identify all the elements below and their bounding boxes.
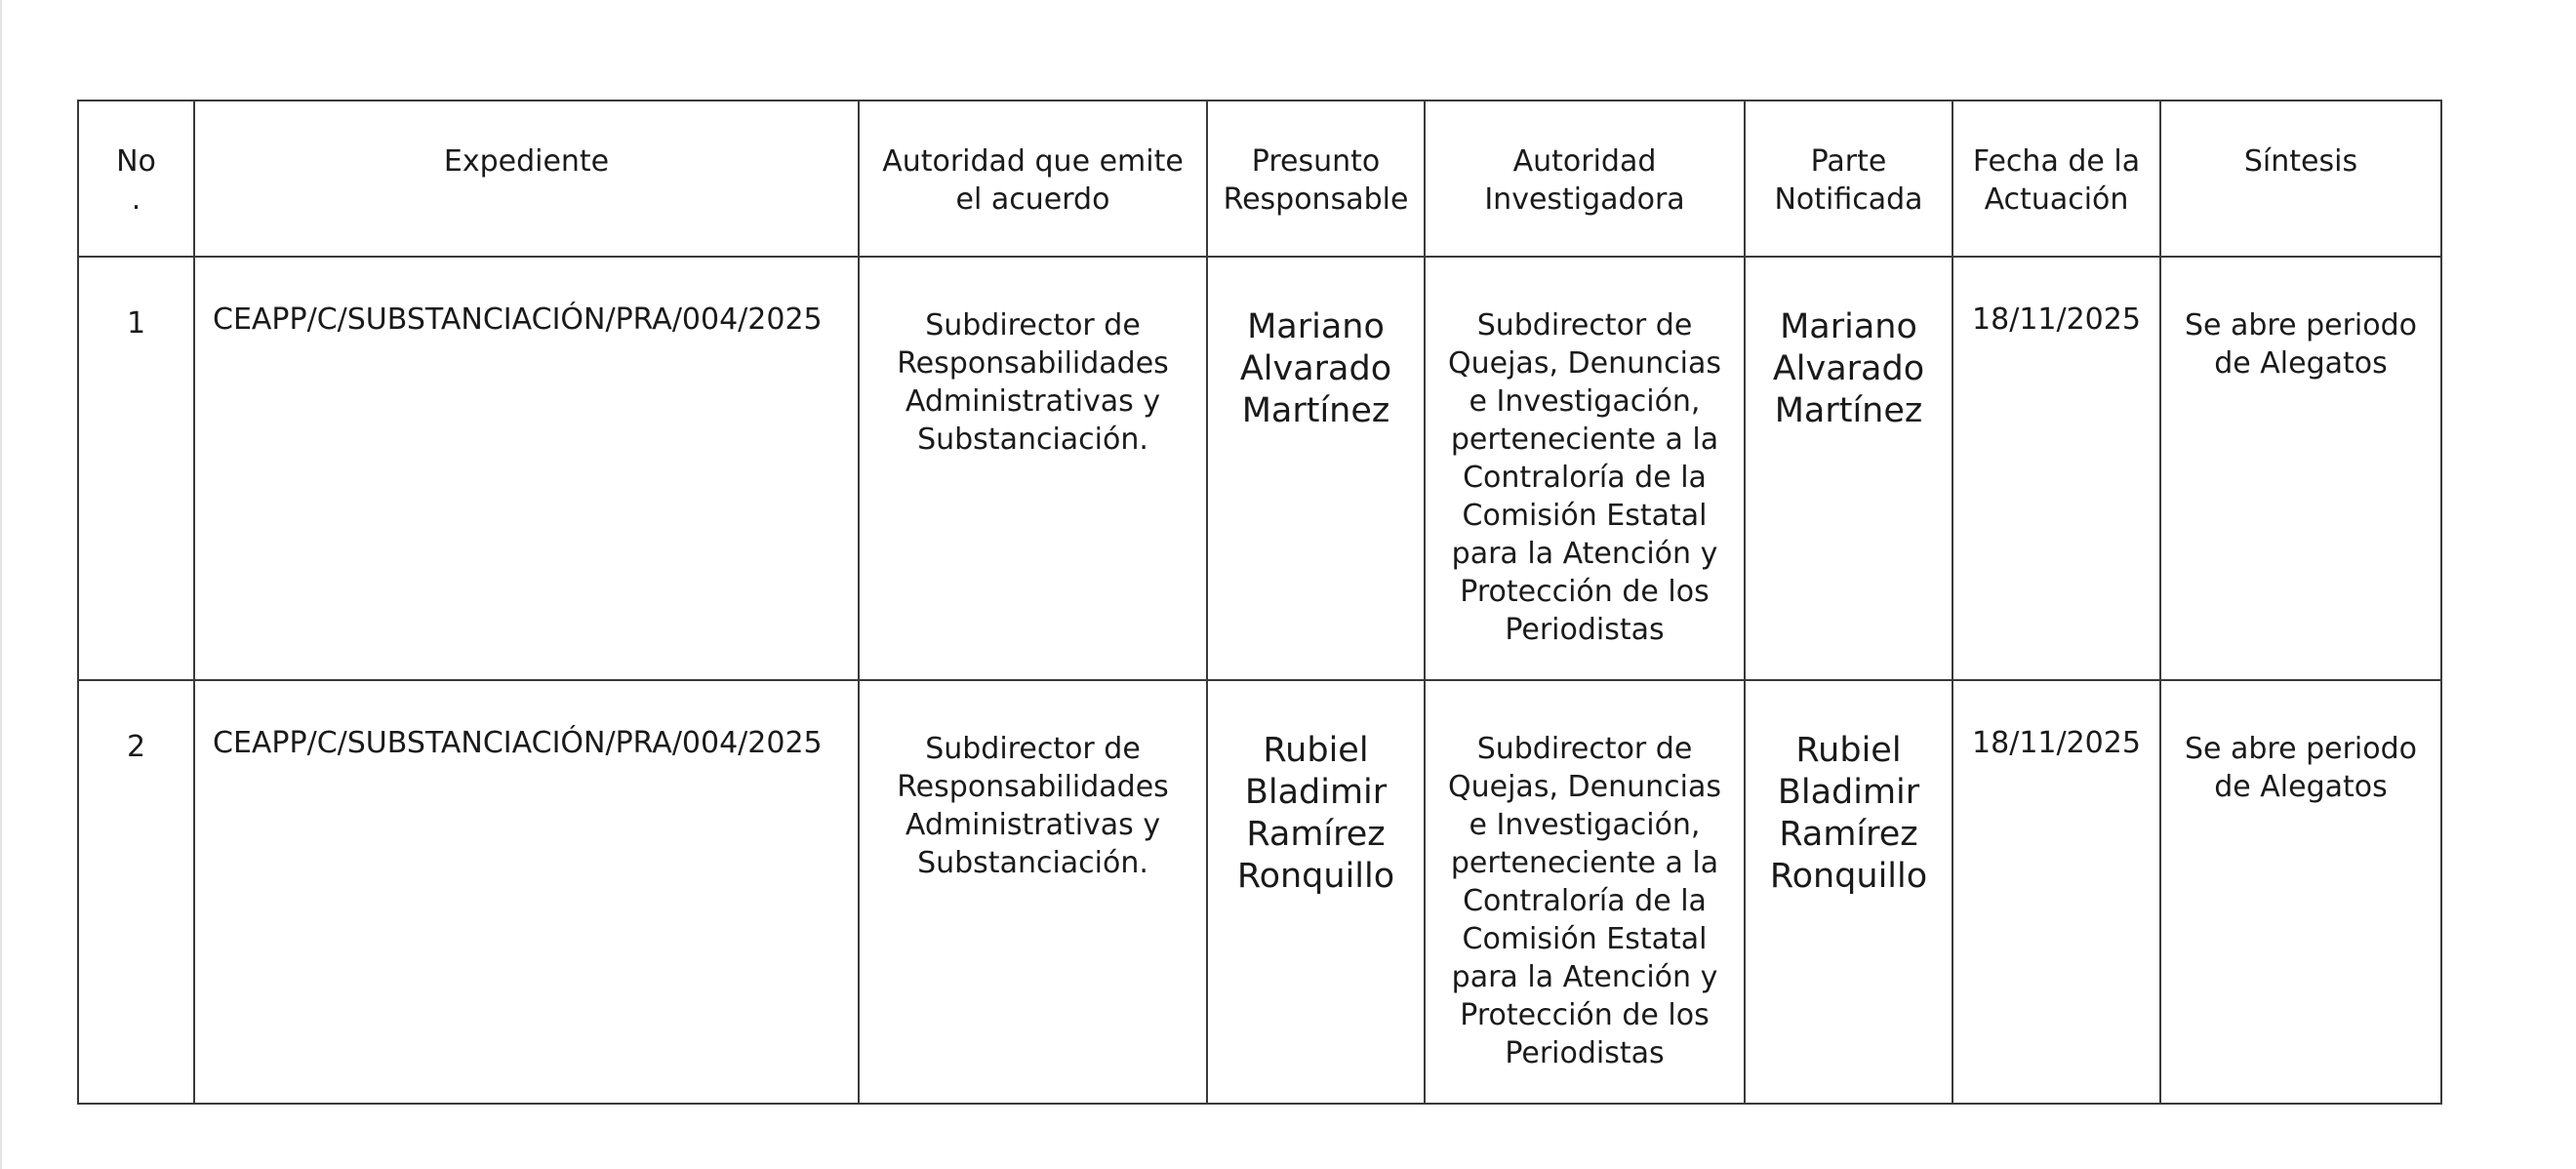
cell-fecha-actuacion: 18/11/2025	[1952, 257, 2160, 680]
header-fecha-actuacion: Fecha de la Actuación	[1952, 101, 2160, 257]
cell-fecha-actuacion: 18/11/2025	[1952, 680, 2160, 1104]
cell-presunto-responsable: Mariano Alvarado Martínez	[1207, 257, 1425, 680]
cell-expediente: CEAPP/C/SUBSTANCIACIÓN/PRA/004/2025	[194, 680, 859, 1104]
cell-presunto-responsable: Rubiel Bladimir Ramírez Ronquillo	[1207, 680, 1425, 1104]
cell-parte-notificada: Mariano Alvarado Martínez	[1745, 257, 1952, 680]
cell-parte-notificada: Rubiel Bladimir Ramírez Ronquillo	[1745, 680, 1952, 1104]
notifications-table	[77, 100, 2442, 1105]
header-presunto-responsable: Presunto Responsable	[1207, 101, 1425, 257]
header-autoridad-investigadora: Autoridad Investigadora	[1425, 101, 1745, 257]
cell-expediente: CEAPP/C/SUBSTANCIACIÓN/PRA/004/2025	[194, 257, 859, 680]
header-expediente: Expediente	[194, 101, 859, 257]
header-sintesis: Síntesis	[2160, 101, 2441, 257]
cell-sintesis: Se abre periodo de Alegatos	[2160, 680, 2441, 1104]
cell-autoridad-investigadora: Subdirector de Quejas, Denuncias e Investigación, perteneciente a la Contraloría de la Comisión Estatal para la Atención y Protección de los Periodistas	[1425, 257, 1745, 680]
page-edge	[0, 0, 2, 1169]
cell-no: 1	[78, 257, 194, 680]
cell-sintesis: Se abre periodo de Alegatos	[2160, 257, 2441, 680]
cell-autoridad-investigadora: Subdirector de Quejas, Denuncias e Investigación, perteneciente a la Contraloría de la Comisión Estatal para la Atención y Protección de los Periodistas	[1425, 680, 1745, 1104]
cell-autoridad-emite: Subdirector de Responsabilidades Administrativas y Substanciación.	[859, 680, 1207, 1104]
table-header-row	[78, 101, 2441, 257]
table-row	[78, 257, 2441, 680]
table-row	[78, 680, 2441, 1104]
cell-no: 2	[78, 680, 194, 1104]
cell-autoridad-emite: Subdirector de Responsabilidades Administrativas y Substanciación.	[859, 257, 1207, 680]
header-parte-notificada: Parte Notificada	[1745, 101, 1952, 257]
header-no: No .	[78, 101, 194, 257]
header-autoridad-emite: Autoridad que emite el acuerdo	[859, 101, 1207, 257]
